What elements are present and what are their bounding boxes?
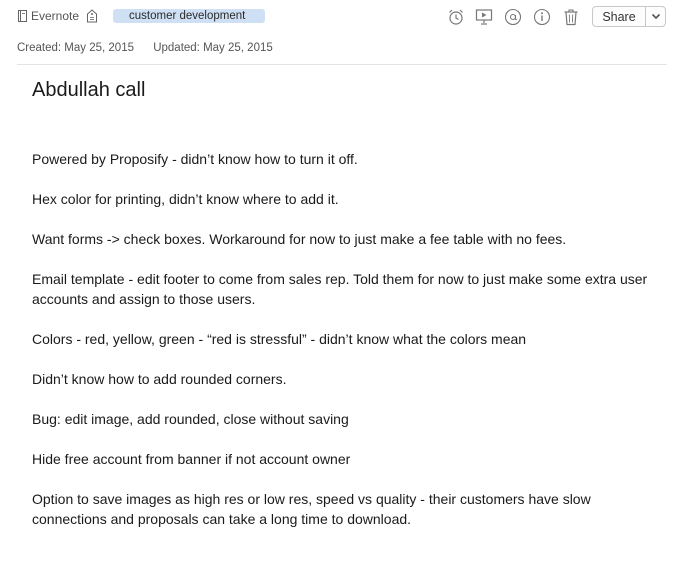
mention-icon[interactable] (504, 8, 522, 26)
note-paragraph: Powered by Proposify - didn’t know how to turn it off. (32, 151, 358, 167)
notebook-icon (17, 10, 28, 22)
share-control (592, 6, 666, 27)
created-date: Created: May 25, 2015 (17, 42, 134, 54)
share-menu-button[interactable] (646, 7, 665, 26)
note-paragraph: Didn’t know how to add rounded corners. (32, 371, 287, 387)
notebook-selector[interactable] (17, 9, 79, 23)
trash-icon[interactable] (562, 8, 580, 26)
share-button[interactable]: Share (593, 7, 646, 26)
notebook-label: Evernote (31, 9, 80, 23)
info-icon[interactable] (533, 8, 551, 26)
note-title[interactable]: Abdullah call (32, 79, 146, 101)
reminder-icon[interactable] (447, 8, 465, 26)
note-paragraph: Bug: edit image, add rounded, close without saving (32, 411, 349, 427)
tag-chip[interactable]: customer development (113, 9, 265, 23)
note-body[interactable] (32, 149, 652, 549)
note-metadata (17, 42, 273, 54)
note-toolbar (0, 0, 685, 34)
note-paragraph: Colors - red, yellow, green - “red is stressful” - didn’t know what the colors mean (32, 331, 527, 347)
chevron-down-icon (651, 13, 661, 20)
note-paragraph: Email template - edit footer to come from sales rep. Told them for now to just make some extra user accounts and assign to those users. (32, 271, 648, 307)
note-paragraph: Hex color for printing, didn’t know where to add it. (32, 191, 339, 207)
updated-date: Updated: May 25, 2015 (153, 42, 273, 54)
note-paragraph: Want forms -> check boxes. Workaround for now to just make a fee table with no fees. (32, 231, 567, 247)
tag-icon[interactable] (86, 9, 98, 23)
note-paragraph: Hide free account from banner if not account owner (32, 451, 351, 467)
header-divider (17, 64, 667, 65)
note-paragraph: Option to save images as high res or low res, speed vs quality - their customers have slow connections and proposals can take a long time to download. (32, 491, 591, 527)
presentation-icon[interactable] (475, 8, 493, 26)
